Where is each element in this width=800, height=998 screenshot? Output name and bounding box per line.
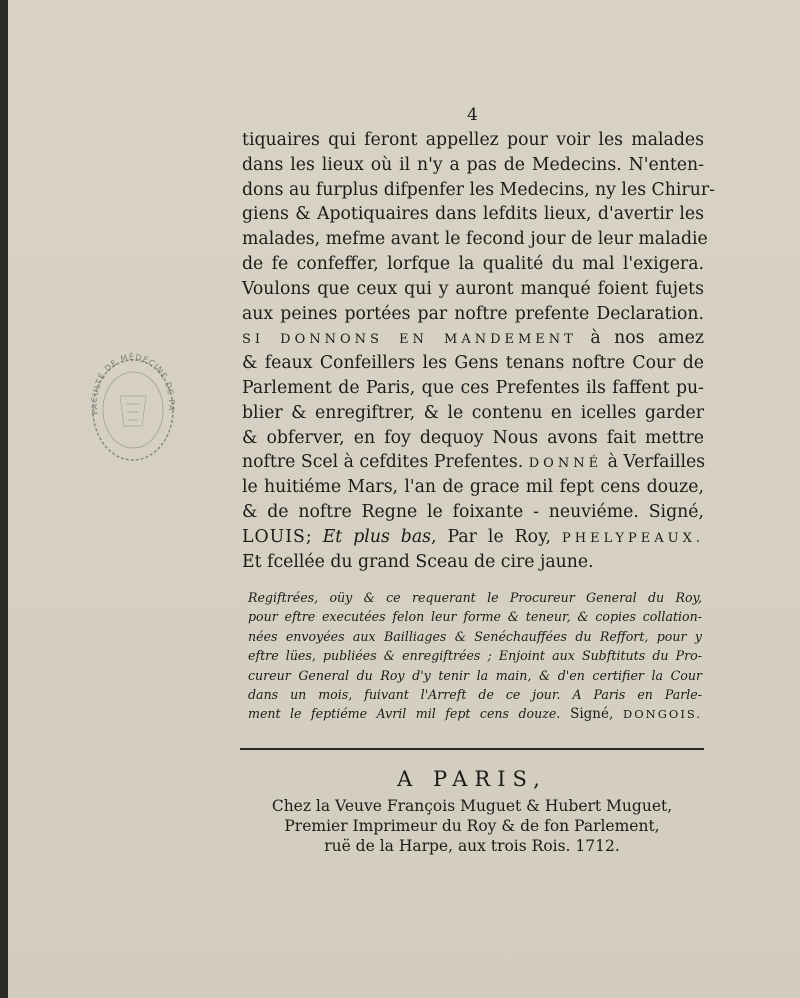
mandement-caps: SI DONNONS EN MANDEMENT bbox=[242, 332, 577, 348]
registration-line: pour eftre executées felon leur forme & teneur, & copies collation- bbox=[248, 609, 702, 625]
imprint-city: A PARIS, bbox=[397, 767, 547, 791]
library-stamp bbox=[84, 348, 182, 468]
text-line: tiquaires qui feront appellez pour voir les malades bbox=[242, 130, 704, 150]
donne-post: à Verfailles bbox=[602, 452, 706, 473]
divider-rule bbox=[240, 748, 704, 750]
registration-line: eftre lües, publiées & enregiftrées ; Enjoint aux Subftituts du Pro- bbox=[248, 648, 702, 664]
text-line: & feaux Confeillers les Gens tenans noftre Cour de bbox=[242, 353, 704, 374]
page-number: 4 bbox=[467, 105, 478, 125]
text-line: de fe confeffer, lorfque la qualité du mal l'exigera. bbox=[242, 253, 704, 274]
signature-caps: PHELYPEAUX. bbox=[562, 530, 704, 546]
text-line: & de noftre Regne le foixante - neuviéme. Signé, bbox=[242, 501, 704, 522]
imprint-line: Chez la Veuve François Muguet & Hubert Muguet, bbox=[271, 797, 673, 815]
text-line: aux peines portées par noftre prefente Declaration. bbox=[242, 303, 704, 324]
registration-line: nées envoyées aux Bailliages & Senéchauffées du Reffort, pour y bbox=[248, 628, 702, 644]
signature-line bbox=[242, 525, 704, 550]
mandement-line bbox=[242, 326, 704, 351]
imprint-line: Premier Imprimeur du Roy & de fon Parlement, bbox=[284, 817, 660, 835]
text-line: le huitiéme Mars, l'an de grace mil fept cens douze, bbox=[242, 477, 704, 498]
imprint bbox=[240, 762, 704, 856]
registration-note bbox=[248, 588, 702, 724]
text-line: blier & enregiftrer, & le contenu en icelles garder bbox=[242, 402, 704, 423]
svg-text:FACULTÉ DE MÉDECINE DE PARIS bbox=[84, 348, 176, 415]
text-line: dans les lieux où il n'y a pas de Medecins. N'enten- bbox=[242, 154, 704, 175]
signature-italic: Et plus bas bbox=[322, 526, 432, 547]
text-line: giens & Apotiquaires dans lefdits lieux, d'avertir les bbox=[242, 204, 704, 225]
main-text bbox=[242, 128, 715, 574]
closing-line: Et fcellée du grand Sceau de cire jaune. bbox=[242, 551, 594, 572]
registration-line: cureur General du Roy d'y tenir la main, & d'en certifier la Cour bbox=[248, 667, 702, 683]
registration-last-line bbox=[248, 704, 702, 723]
registration-line: dans un mois, fuivant l'Arreft de ce jour. A Paris en Parle- bbox=[248, 686, 702, 702]
signature-louis: LOUIS bbox=[242, 526, 306, 547]
text-line: Parlement de Paris, que ces Prefentes ils faffent pu- bbox=[242, 377, 704, 398]
mandement-rest: à nos amez bbox=[576, 328, 704, 349]
signature-mid: , Par le Roy, bbox=[431, 526, 563, 547]
document-page bbox=[8, 0, 800, 998]
donne-line bbox=[242, 450, 704, 475]
donne-pre: noftre Scel à cefdites Prefentes. bbox=[242, 452, 529, 473]
registration-line: Regiftrées, oüy & ce requerant le Procureur General du Roy, bbox=[248, 590, 702, 605]
signature-sep: ; bbox=[305, 526, 323, 547]
text-line: malades, mefme avant le fecond jour de leur maladie bbox=[242, 229, 708, 250]
stamp-graphic bbox=[84, 348, 182, 468]
text-line: & obferver, en foy dequoy Nous avons fait mettre bbox=[242, 427, 704, 448]
registration-caps: DONGOIS. bbox=[623, 707, 703, 722]
text-line: dons au furplus difpenfer les Medecins, ny les Chirur- bbox=[242, 179, 715, 200]
donne-caps: DONNÉ bbox=[528, 456, 603, 472]
imprint-line: ruë de la Harpe, aux trois Rois. 1712. bbox=[324, 837, 620, 855]
stamp-text: FACULTÉ DE MÉDECINE DE PA bbox=[89, 352, 177, 416]
registration-roman: Signé, bbox=[560, 706, 624, 723]
registration-italic: ment le feptiéme Avril mil fept cens douze. bbox=[248, 706, 561, 722]
text-line: Voulons que ceux qui y auront manqué foient fujets bbox=[242, 278, 704, 299]
